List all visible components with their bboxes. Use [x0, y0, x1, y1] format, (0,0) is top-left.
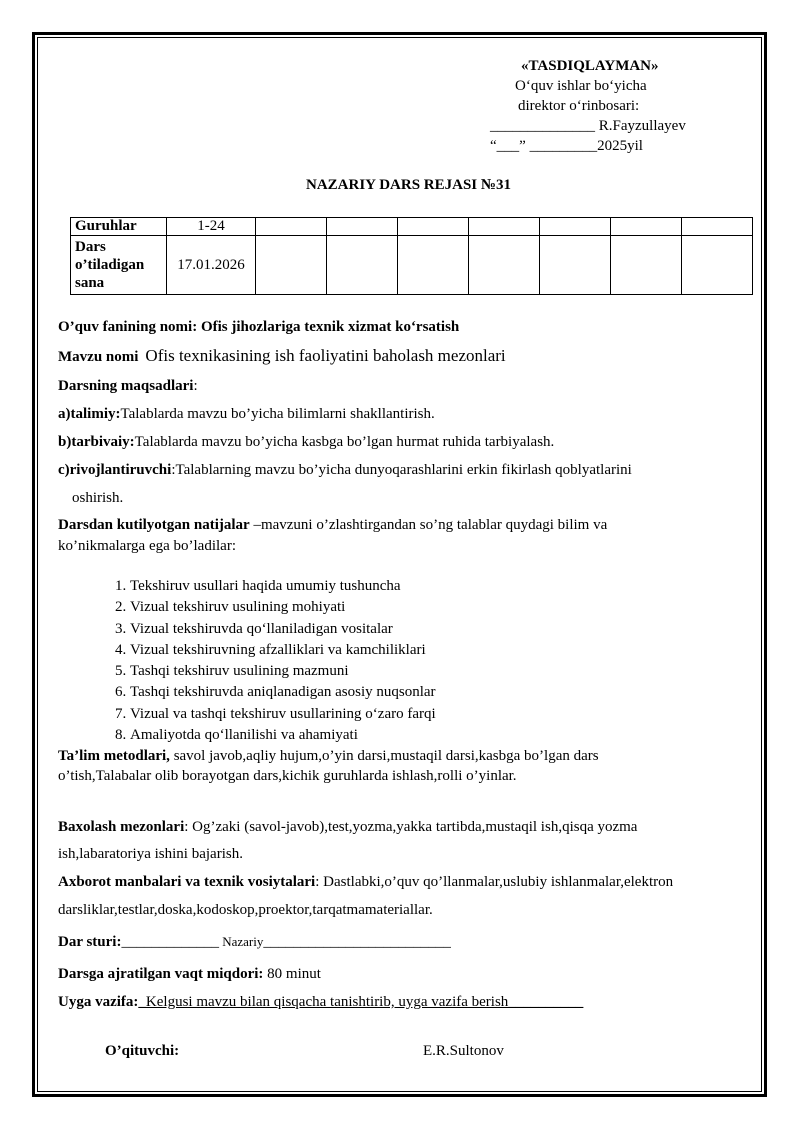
approval-line-2: direktor o‘rinbosari: — [518, 98, 640, 114]
lesson-type-colon: : — [116, 934, 122, 950]
methods-label: Ta’lim metodlari, — [58, 748, 170, 764]
empty-cell — [256, 236, 327, 295]
empty-cell — [540, 236, 611, 295]
table-row — [71, 218, 753, 236]
list-item: 4. Vizual tekshiruvning afzalliklari va kamchiliklari — [130, 640, 436, 661]
list-item: 7. Vizual va tashqi tekshiruv usullarining o‘zaro farqi — [130, 704, 436, 725]
resources-text: : Dastlabki,o’quv qo’llanmalar,uslubiy ishlanmalar,elektron — [315, 874, 674, 890]
homework-line — [58, 994, 583, 1011]
goal-a-text: Talablarda mavzu bo’yicha bilimlarni shakllantirish. — [120, 406, 435, 422]
empty-cell — [682, 236, 753, 295]
lesson-type-value: Nazariy — [218, 934, 264, 949]
date-label-cell: Dars o’tiladigan sana — [71, 236, 167, 295]
empty-cell — [327, 218, 398, 236]
duration-label: Darsga ajratilgan vaqt miqdori: — [58, 966, 264, 982]
goals-heading-colon: : — [193, 378, 198, 394]
resources-line-1 — [58, 874, 673, 891]
plan-title: NAZARIY DARS REJASI №31 — [306, 177, 511, 193]
goal-c-text: :Talablarning mavzu bo’yicha dunyoqarashlarini erkin fikirlash qoblyatlarini — [171, 462, 632, 478]
outcomes-intro-continuation: ko’nikmalarga ega bo’ladilar: — [58, 538, 236, 554]
goal-c — [58, 462, 632, 479]
teacher-label: O’qituvchi: — [105, 1043, 180, 1059]
assessment-text: : Og’zaki (savol-javob),test,yozma,yakka tartibda,mustaqil ish,qisqa yozma — [184, 819, 638, 835]
groups-label-cell: Guruhlar — [71, 218, 167, 236]
resources-label: Axborot manbalari va texnik vosiytalari — [58, 874, 316, 890]
approval-title: «TASDIQLAYMAN» — [521, 58, 659, 74]
lesson-type-blank-1: _____________ — [121, 934, 219, 950]
goal-a — [58, 406, 435, 423]
assessment-label: Baxolash mezonlari — [58, 819, 185, 835]
groups-value-cell: 1-24 — [167, 218, 256, 236]
goal-b-text: Talablarda mavzu bo’yicha kasbga bo’lgan hurmat ruhida tarbiyalash. — [134, 434, 555, 450]
list-item: 5. Tashqi tekshiruv usulining mazmuni — [130, 661, 436, 682]
outcomes-text: –mavzuni o’zlashtirgandan so’ng talablar quydagi bilim va — [249, 517, 608, 533]
list-item: 2. Vizual tekshiruv usulining mohiyati — [130, 597, 436, 618]
date-value-cell: 17.01.2026 — [167, 236, 256, 295]
empty-cell — [327, 236, 398, 295]
goals-heading — [58, 378, 198, 395]
assessment-line-1 — [58, 819, 637, 836]
empty-cell — [611, 236, 682, 295]
list-item: 3. Vizual tekshiruvda qo‘llaniladigan vositalar — [130, 619, 436, 640]
topic-line — [58, 346, 506, 366]
empty-cell — [469, 236, 540, 295]
lesson-type-label: Dar sturi — [58, 934, 117, 950]
table-row — [71, 236, 753, 295]
methods-text: savol javob,aqliy hujum,o’yin darsi,mustaqil darsi,kasbga bo’lgan dars — [169, 748, 599, 764]
goal-a-label: a)talimiy: — [58, 406, 121, 422]
approval-line-1: O‘quv ishlar bo‘yicha — [515, 78, 647, 94]
homework-value: _Kelgusi mavzu bilan qisqacha tanishtirib, uyga vazifa berish__________ — [138, 994, 584, 1010]
list-item: 1. Tekshiruv usullari haqida umumiy tushuncha — [130, 576, 436, 597]
assessment-line-2: ish,labaratoriya ishini bajarish. — [58, 846, 243, 862]
empty-cell — [611, 218, 682, 236]
topic-value: Ofis texnikasining ish faoliyatini baholash mezonlari — [145, 346, 506, 365]
empty-cell — [540, 218, 611, 236]
topic-label: Mavzu nomi — [58, 349, 139, 365]
goal-b — [58, 434, 554, 451]
homework-label: Uyga vazifa: — [58, 994, 139, 1010]
goals-heading-label: Darsning maqsadlari — [58, 378, 194, 394]
methods-line-1 — [58, 748, 599, 765]
signature-blank: ______________ — [490, 118, 595, 134]
subject-name: O’quv fanining nomi: Ofis jihozlariga texnik xizmat ko‘rsatish — [58, 319, 460, 335]
approver-name: R.Fayzullayev — [595, 118, 686, 134]
outcomes-list — [103, 576, 436, 746]
empty-cell — [398, 218, 469, 236]
empty-cell — [256, 218, 327, 236]
empty-cell — [682, 218, 753, 236]
approval-signature-line — [490, 118, 686, 135]
goal-c-continuation: oshirish. — [72, 490, 124, 506]
goal-c-label: c)rivojlantiruvchi — [58, 462, 172, 478]
duration-line — [58, 966, 321, 983]
approval-date-line: “___” _________2025yil — [490, 138, 643, 154]
duration-value: 80 minut — [263, 966, 321, 982]
resources-line-2: darsliklar,testlar,doska,kodoskop,proektor,tarqatmamateriallar. — [58, 902, 433, 918]
outcomes-intro — [58, 517, 607, 534]
list-item: 8. Amaliyotda qo‘llanilishi va ahamiyati — [130, 725, 436, 746]
lesson-type-line — [58, 934, 451, 951]
empty-cell — [398, 236, 469, 295]
groups-table — [70, 217, 753, 295]
list-item: 6. Tashqi tekshiruvda aniqlanadigan asosiy nuqsonlar — [130, 682, 436, 703]
goal-b-label: b)tarbivaiy: — [58, 434, 135, 450]
empty-cell — [469, 218, 540, 236]
methods-line-2: o’tish,Talabalar olib borayotgan dars,kichik guruhlarda ishlash,rolli o’yinlar. — [58, 768, 517, 784]
outcomes-label: Darsdan kutilyotgan natijalar — [58, 517, 250, 533]
lesson-type-blank-2: _________________________ — [263, 934, 451, 950]
teacher-name: E.R.Sultonov — [423, 1043, 504, 1059]
